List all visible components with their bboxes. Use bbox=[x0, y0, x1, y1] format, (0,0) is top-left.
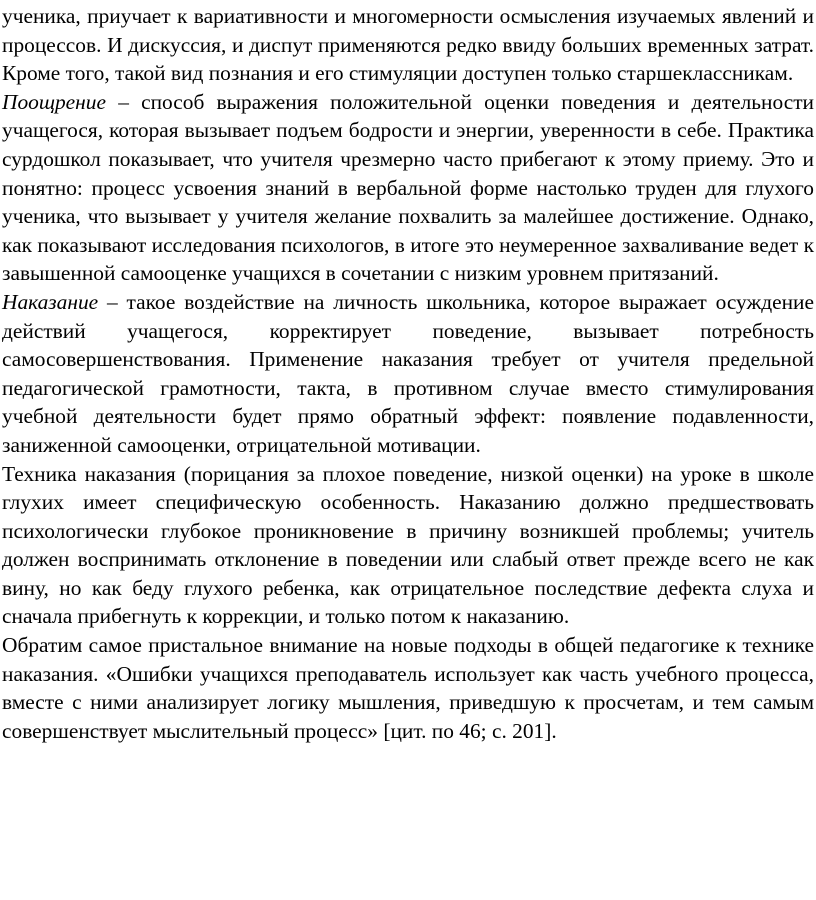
paragraph-encouragement-text: – способ выражения положительной оценки поведения и деятельности учащегося, которая вызывает подъем бодрости и энергии, уверенности в себе. Практика сурдошкол показывает, что учителя чрезмерно часто прибегают к этому приему. Это и понятно: процесс усвоения знаний в вербальной форме настолько труден для глухого ученика, что вызывает у учителя желание похвалить за малейшее достижение. Однако, как показывают исследования психологов, в итоге это неумеренное захваливание ведет к завышенной самооценке учащихся в сочетании с низким уровнем притязаний. bbox=[2, 89, 814, 286]
paragraph-intro bbox=[2, 2, 814, 88]
paragraph-new-approaches-text: Обратим самое пристальное внимание на новые подходы в общей педагогике к технике наказания. «Ошибки учащихся преподаватель использует как часть учебного процесса, вместе с ними анализирует логику мышления, приведшую к просчетам, и тем самым совершенствует мыслительный процесс» [цит. по 46; с. 201]. bbox=[2, 633, 814, 743]
paragraph-punishment bbox=[2, 288, 814, 460]
paragraph-encouragement bbox=[2, 88, 814, 288]
paragraph-new-approaches bbox=[2, 631, 814, 745]
paragraph-technique bbox=[2, 460, 814, 632]
term-punishment: Наказание bbox=[2, 289, 99, 314]
paragraph-intro-text: ученика, приучает к вариативности и многомерности осмысления изучаемых явлений и процессов. И дискуссия, и диспут применяются редко ввиду больших временных затрат. Кроме того, такой вид познания и его стимуляции доступен только старшеклассникам. bbox=[2, 4, 814, 86]
paragraph-punishment-text: – такое воздействие на личность школьника, которое выражает осуждение действий учащегося, корректирует поведение, вызывает потребность самосовершенствования. Применение наказания требует от учителя предельной педагогической грамотности, такта, в противном случае вместо стимулирования учебной деятельности будет прямо обратный эффект: появление подавленности, заниженной самооценки, отрицательной мотивации. bbox=[2, 289, 814, 457]
term-encouragement: Поощрение bbox=[2, 89, 106, 114]
paragraph-technique-text: Техника наказания (порицания за плохое поведение, низкой оценки) на уроке в школе глухих имеет специфическую особенность. Наказанию должно предшествовать психологически глубокое проникновение в причину возникшей проблемы; учитель должен воспринимать отклонение в поведении или слабый ответ прежде всего не как вину, но как беду глухого ребенка, как отрицательное последствие дефекта слуха и сначала прибегнуть к коррекции, и только потом к наказанию. bbox=[2, 461, 814, 629]
